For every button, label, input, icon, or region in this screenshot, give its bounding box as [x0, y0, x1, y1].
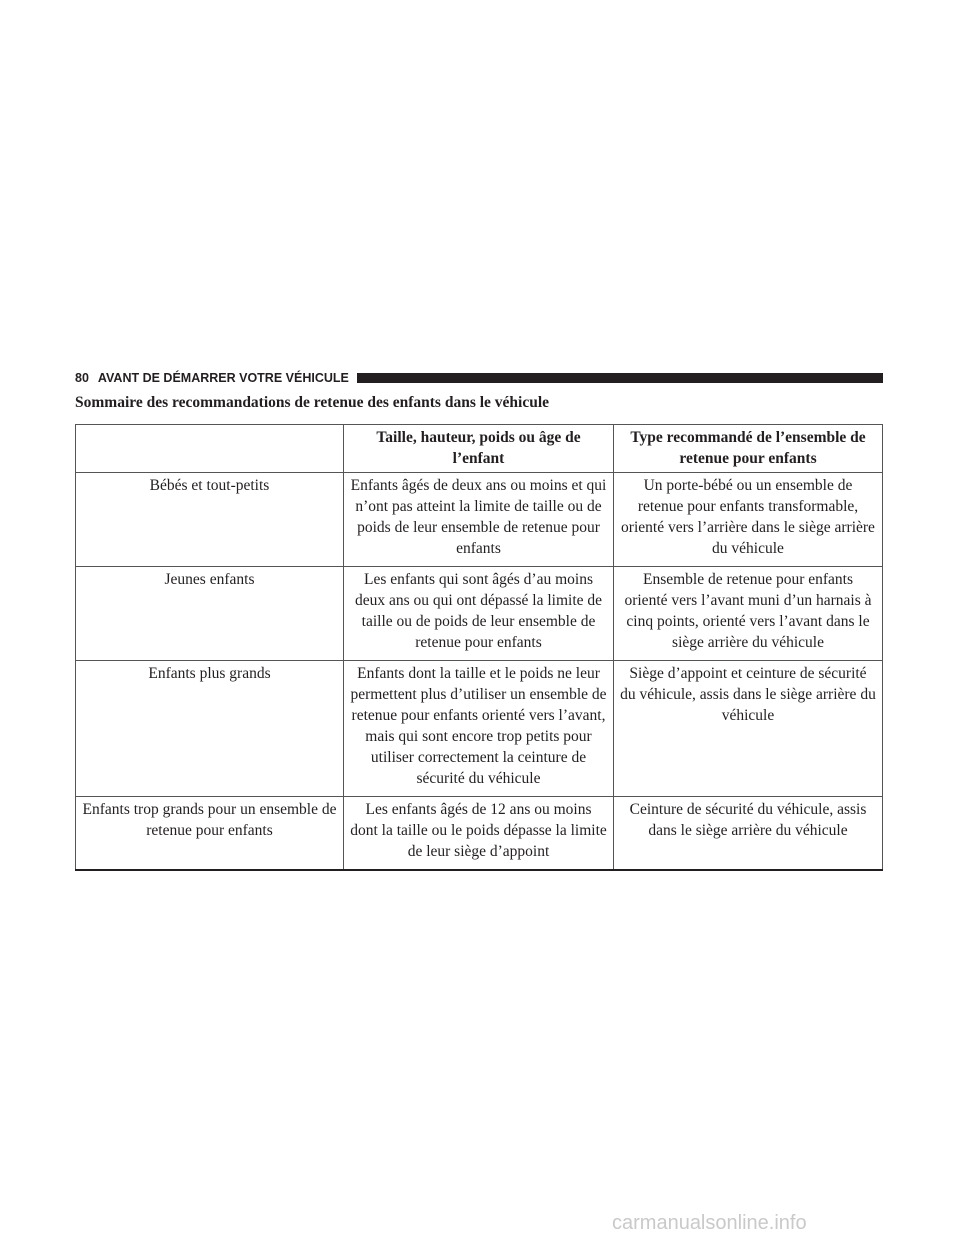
cell-group: Jeunes enfants — [76, 567, 344, 661]
cell-criteria: Les enfants âgés de 12 ans ou moins dont la taille ou le poids dépasse la limite de leur siège d’appoint — [344, 797, 614, 871]
table-header-row — [76, 425, 883, 473]
cell-restraint: Ceinture de sécurité du véhicule, assis dans le siège arrière du véhicule — [614, 797, 883, 871]
header-rule — [357, 373, 883, 383]
cell-restraint: Un porte-bébé ou un ensemble de retenue pour enfants transformable, orienté vers l’arrière dans le siège arrière du véhicule — [614, 473, 883, 567]
cell-criteria: Les enfants qui sont âgés d’au moins deux ans ou qui ont dépassé la limite de taille ou de poids de leur ensemble de retenue pour enfants — [344, 567, 614, 661]
page-number: 80 — [75, 371, 89, 385]
table-row — [76, 567, 883, 661]
header-cell-criteria: Taille, hauteur, poids ou âge de l’enfant — [344, 425, 614, 473]
cell-restraint: Siège d’appoint et ceinture de sécurité du véhicule, assis dans le siège arrière du véhicule — [614, 661, 883, 797]
cell-restraint: Ensemble de retenue pour enfants orienté vers l’avant muni d’un harnais à cinq points, orienté vers l’avant dans le siège arrière du véhicule — [614, 567, 883, 661]
section-title: AVANT DE DÉMARRER VOTRE VÉHICULE — [97, 371, 349, 385]
table-title: Sommaire des recommandations de retenue des enfants dans le véhicule — [75, 394, 550, 411]
cell-group: Bébés et tout-petits — [76, 473, 344, 567]
cell-group: Enfants plus grands — [76, 661, 344, 797]
cell-criteria: Enfants dont la taille et le poids ne leur permettent plus d’utiliser un ensemble de retenue pour enfants orienté vers l’avant, mais qui sont encore trop petits pour utiliser correctement la ceinture de sécurité du véhicule — [344, 661, 614, 797]
header-cell-empty — [76, 425, 344, 473]
cell-criteria: Enfants âgés de deux ans ou moins et qui n’ont pas atteint la limite de taille ou de poids de leur ensemble de retenue pour enfants — [344, 473, 614, 567]
table-row — [76, 797, 883, 871]
table-row — [76, 661, 883, 797]
header-cell-restraint: Type recommandé de l’ensemble de retenue pour enfants — [614, 425, 883, 473]
child-restraint-table — [75, 424, 883, 871]
watermark-link[interactable]: carmanualsonline.info — [612, 1212, 807, 1234]
cell-group: Enfants trop grands pour un ensemble de retenue pour enfants — [76, 797, 344, 871]
table-row — [76, 473, 883, 567]
page-header — [75, 367, 883, 389]
